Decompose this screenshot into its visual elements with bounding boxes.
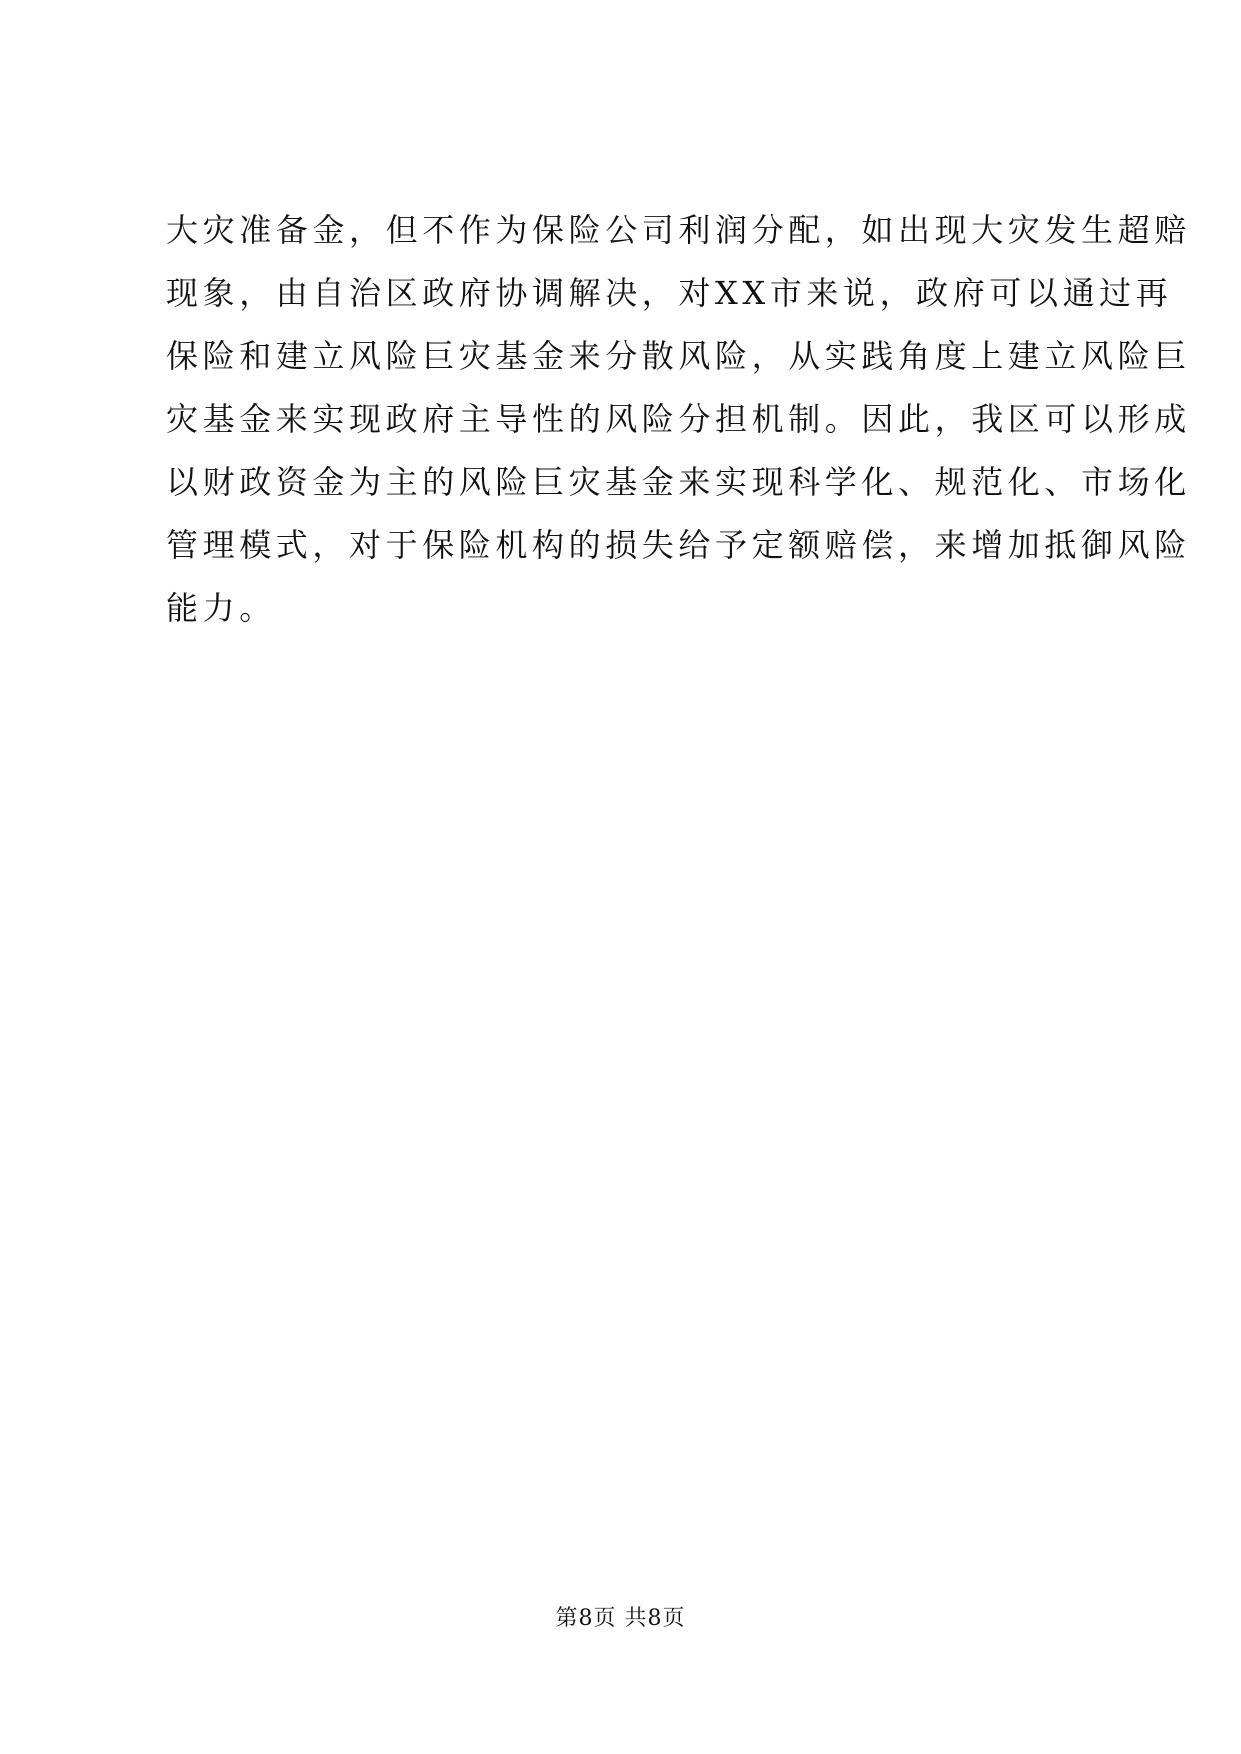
paragraph-line: 能力。 — [166, 589, 276, 627]
paragraph-line: 大灾准备金，但不作为保险公司利润分配，如出现大灾发生超赔 — [166, 211, 1191, 249]
paragraph-line: 管理模式，对于保险机构的损失给予定额赔偿，来增加抵御风险 — [166, 526, 1191, 564]
page-number-footer: 第8页 共8页 — [555, 1606, 686, 1631]
body-paragraph — [166, 203, 1191, 644]
paragraph-line: 灾基金来实现政府主导性的风险分担机制。因此，我区可以形成 — [166, 400, 1191, 438]
paragraph-line: 以财政资金为主的风险巨灾基金来实现科学化、规范化、市场化 — [166, 463, 1191, 501]
paragraph-line: 保险和建立风险巨灾基金来分散风险，从实践角度上建立风险巨 — [166, 337, 1191, 375]
paragraph-line: 现象，由自治区政府协调解决，对XX市来说，政府可以通过再 — [166, 274, 1173, 312]
